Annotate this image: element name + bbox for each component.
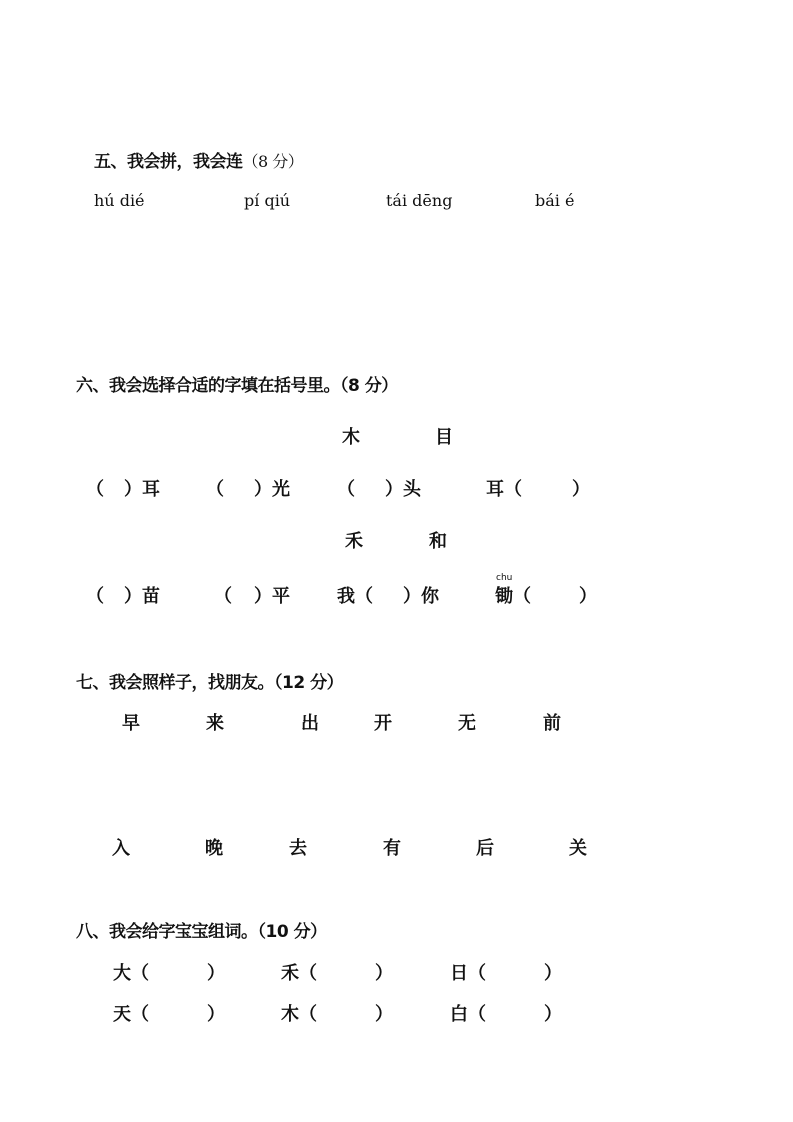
- fill-item: [86, 475, 160, 501]
- section6-score: （8 分）: [340, 376, 398, 396]
- pinyin-item: pí qiú: [244, 191, 291, 210]
- pinyin-item: tái dēng: [386, 191, 453, 210]
- fill-item: [486, 475, 590, 501]
- fill-item: [206, 475, 290, 501]
- word-item: [281, 959, 393, 985]
- section7-heading: [76, 668, 343, 693]
- pinyin-item: hú dié: [94, 191, 145, 210]
- paren-close-suffix: ）头: [385, 479, 421, 500]
- word-item: [450, 1000, 562, 1026]
- match-char-bottom[interactable]: 有: [383, 838, 401, 859]
- pinyin-annotation: chu: [496, 573, 513, 583]
- paren-close: ）: [375, 1004, 393, 1025]
- match-char-bottom[interactable]: 入: [112, 838, 130, 859]
- section8-score: （10 分）: [257, 922, 327, 942]
- fill-item: [495, 582, 597, 608]
- choice-char: 禾: [345, 531, 363, 552]
- paren-open: （: [206, 479, 224, 500]
- match-char-top[interactable]: 无: [458, 713, 476, 734]
- fill-item: [337, 582, 439, 608]
- word-char: 木: [281, 1004, 299, 1025]
- paren-open: （: [468, 963, 486, 984]
- fill-item: [86, 582, 160, 608]
- section6-title: 六、我会选择合适的字填在括号里。: [76, 376, 340, 396]
- word-char: 天: [113, 1004, 131, 1025]
- match-char-top[interactable]: 早: [122, 713, 140, 734]
- section7-title: 七、我会照样子，找朋友。: [76, 673, 274, 693]
- word-item: [113, 1000, 225, 1026]
- paren-open: （: [86, 586, 104, 607]
- paren-close: ）: [572, 479, 590, 500]
- paren-close-suffix: ）耳: [124, 479, 160, 500]
- paren-close: ）: [544, 963, 562, 984]
- choice-char: 和: [429, 531, 447, 552]
- paren-open: （: [299, 1004, 317, 1025]
- paren-open: （: [131, 1004, 149, 1025]
- section8-heading: [76, 917, 327, 942]
- word-char: 大: [113, 963, 131, 984]
- section6-heading: [76, 371, 398, 396]
- word-item: [450, 959, 562, 985]
- paren-close: ）: [579, 586, 597, 607]
- paren-close: ）: [544, 1004, 562, 1025]
- match-char-bottom[interactable]: 关: [569, 838, 587, 859]
- match-char-top[interactable]: 来: [206, 713, 224, 734]
- fill-item: [214, 582, 290, 608]
- paren-close: ）: [375, 963, 393, 984]
- paren-close-suffix: ）光: [254, 479, 290, 500]
- pinyin-item: bái é: [535, 191, 575, 210]
- section7-score: （12 分）: [274, 673, 344, 693]
- paren-open-prefix: 我（: [337, 586, 373, 607]
- fill-item: [337, 475, 421, 501]
- match-char-top[interactable]: 前: [543, 713, 561, 734]
- match-char-top[interactable]: 开: [374, 713, 392, 734]
- paren-open: （: [299, 963, 317, 984]
- section8-title: 八、我会给字宝宝组词。: [76, 922, 258, 942]
- choice-char: 目: [435, 427, 453, 448]
- paren-close-suffix: ）苗: [124, 586, 160, 607]
- match-char-bottom[interactable]: 去: [289, 838, 307, 859]
- choice-char: 木: [342, 427, 360, 448]
- match-char-bottom[interactable]: 晚: [205, 838, 223, 859]
- paren-open-prefix: 锄（: [495, 586, 531, 607]
- paren-close: ）: [207, 1004, 225, 1025]
- paren-close-suffix: ）平: [254, 586, 290, 607]
- word-item: [113, 959, 225, 985]
- match-char-bottom[interactable]: 后: [476, 838, 494, 859]
- word-item: [281, 1000, 393, 1026]
- paren-open: （: [86, 479, 104, 500]
- paren-open: （: [214, 586, 232, 607]
- section5-title: 五、我会拼，我会连: [94, 152, 243, 172]
- word-char: 禾: [281, 963, 299, 984]
- section5-score: （8 分）: [242, 152, 304, 171]
- paren-open: （: [131, 963, 149, 984]
- paren-open-prefix: 耳（: [486, 479, 522, 500]
- word-char: 白: [450, 1004, 468, 1025]
- match-char-top[interactable]: 出: [301, 713, 319, 734]
- paren-close: ）: [207, 963, 225, 984]
- word-char: 日: [450, 963, 468, 984]
- paren-open: （: [337, 479, 355, 500]
- paren-open: （: [468, 1004, 486, 1025]
- section5-heading: [94, 147, 303, 172]
- paren-close-suffix: ）你: [403, 586, 439, 607]
